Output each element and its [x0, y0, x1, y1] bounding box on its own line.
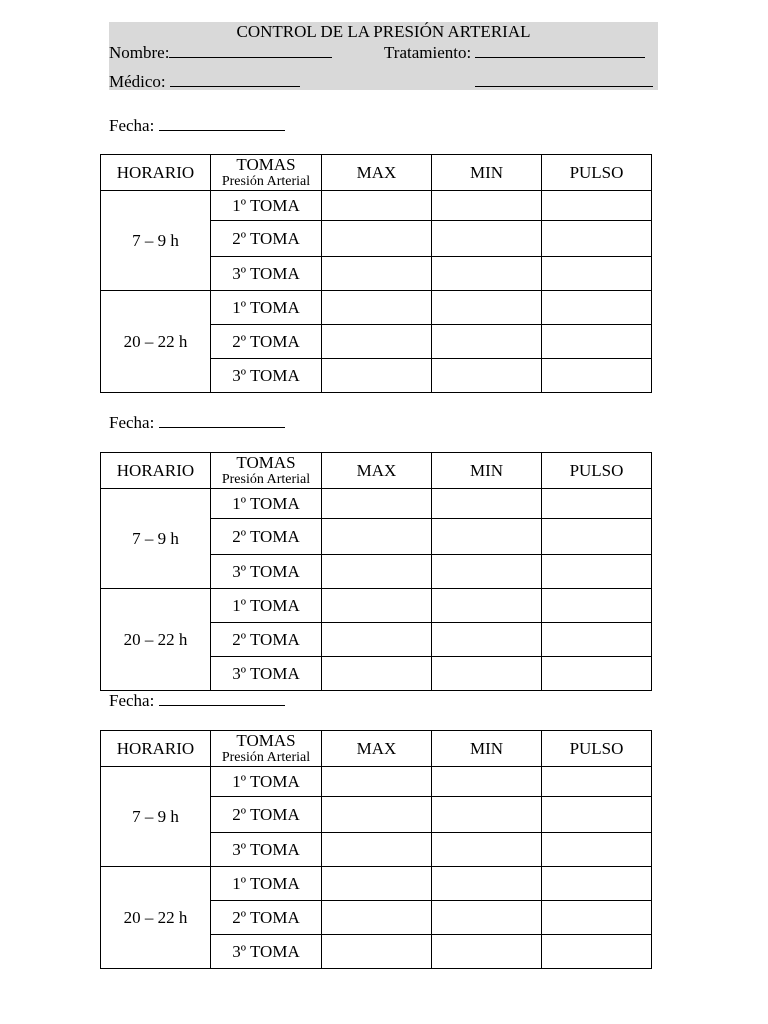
min-cell[interactable]: [432, 555, 542, 589]
time-slot-cell: 7 – 9 h: [101, 191, 211, 291]
max-cell[interactable]: [322, 935, 432, 969]
pulso-cell[interactable]: [542, 325, 652, 359]
time-slot-cell: 20 – 22 h: [101, 867, 211, 969]
pulso-cell[interactable]: [542, 767, 652, 797]
min-cell[interactable]: [432, 221, 542, 257]
nombre-label: Nombre:: [109, 43, 170, 62]
min-cell[interactable]: [432, 797, 542, 833]
min-cell[interactable]: [432, 191, 542, 221]
max-cell[interactable]: [322, 325, 432, 359]
pulso-cell[interactable]: [542, 257, 652, 291]
pulso-cell[interactable]: [542, 489, 652, 519]
medico-field[interactable]: [170, 71, 300, 87]
min-header: MIN: [432, 453, 542, 489]
toma-label: 1º TOMA: [211, 191, 322, 221]
toma-label: 2º TOMA: [211, 901, 322, 935]
tratamiento-field[interactable]: [475, 42, 645, 58]
table-row: [101, 589, 652, 623]
max-cell[interactable]: [322, 589, 432, 623]
fecha-line: [109, 690, 285, 711]
form-header: [109, 22, 658, 90]
toma-label: 2º TOMA: [211, 519, 322, 555]
tomas-header: [211, 731, 322, 767]
fecha-label: Fecha:: [109, 116, 155, 135]
toma-label: 3º TOMA: [211, 935, 322, 969]
toma-label: 3º TOMA: [211, 359, 322, 393]
fecha-line: [109, 115, 285, 136]
tomas-header-sub: Presión Arterial: [221, 472, 311, 487]
table-header-row: [101, 155, 652, 191]
pulso-cell[interactable]: [542, 623, 652, 657]
min-cell[interactable]: [432, 935, 542, 969]
fecha-label: Fecha:: [109, 691, 155, 710]
toma-label: 2º TOMA: [211, 325, 322, 359]
max-cell[interactable]: [322, 257, 432, 291]
max-cell[interactable]: [322, 657, 432, 691]
bp-table: [100, 154, 652, 393]
max-cell[interactable]: [322, 489, 432, 519]
min-cell[interactable]: [432, 325, 542, 359]
min-cell[interactable]: [432, 833, 542, 867]
toma-label: 3º TOMA: [211, 555, 322, 589]
table-header-row: [101, 453, 652, 489]
tomas-header-label: TOMAS: [236, 453, 296, 472]
toma-label: 2º TOMA: [211, 623, 322, 657]
tomas-header-sub: Presión Arterial: [221, 174, 311, 189]
max-cell[interactable]: [322, 555, 432, 589]
extra-line: [475, 71, 653, 92]
min-cell[interactable]: [432, 867, 542, 901]
pulso-cell[interactable]: [542, 221, 652, 257]
max-cell[interactable]: [322, 359, 432, 393]
tomas-header-label: TOMAS: [236, 155, 296, 174]
min-cell[interactable]: [432, 767, 542, 797]
min-cell[interactable]: [432, 291, 542, 325]
table-header-row: [101, 731, 652, 767]
toma-label: 2º TOMA: [211, 221, 322, 257]
pulso-cell[interactable]: [542, 833, 652, 867]
max-cell[interactable]: [322, 867, 432, 901]
max-cell[interactable]: [322, 901, 432, 935]
min-cell[interactable]: [432, 589, 542, 623]
toma-label: 3º TOMA: [211, 657, 322, 691]
time-slot-cell: 20 – 22 h: [101, 291, 211, 393]
min-cell[interactable]: [432, 489, 542, 519]
max-header: MAX: [322, 453, 432, 489]
fecha-field[interactable]: [159, 412, 285, 428]
pulso-header: PULSO: [542, 155, 652, 191]
tomas-header-label: TOMAS: [236, 731, 296, 750]
table-row: [101, 191, 652, 221]
toma-label: 2º TOMA: [211, 797, 322, 833]
pulso-cell[interactable]: [542, 359, 652, 393]
min-cell[interactable]: [432, 359, 542, 393]
min-cell[interactable]: [432, 657, 542, 691]
pulso-cell[interactable]: [542, 867, 652, 901]
tratamiento-label: Tratamiento:: [384, 43, 472, 62]
pulso-cell[interactable]: [542, 519, 652, 555]
form-title: CONTROL DE LA PRESIÓN ARTERIAL: [236, 22, 531, 41]
bp-table: [100, 730, 652, 969]
table-row: [101, 489, 652, 519]
tomas-header-sub: Presión Arterial: [221, 750, 311, 765]
min-header: MIN: [432, 155, 542, 191]
max-cell[interactable]: [322, 221, 432, 257]
nombre-line: [109, 42, 332, 63]
pulso-cell[interactable]: [542, 657, 652, 691]
fecha-label: Fecha:: [109, 413, 155, 432]
max-cell[interactable]: [322, 833, 432, 867]
time-slot-cell: 20 – 22 h: [101, 589, 211, 691]
table-row: [101, 867, 652, 901]
max-cell[interactable]: [322, 291, 432, 325]
pulso-cell[interactable]: [542, 935, 652, 969]
medico-line: [109, 71, 300, 92]
pulso-cell[interactable]: [542, 555, 652, 589]
medico-label: Médico:: [109, 72, 166, 91]
pulso-cell[interactable]: [542, 797, 652, 833]
min-header: MIN: [432, 731, 542, 767]
min-cell[interactable]: [432, 623, 542, 657]
nombre-field[interactable]: [169, 42, 332, 58]
time-slot-cell: 7 – 9 h: [101, 767, 211, 867]
toma-label: 1º TOMA: [211, 291, 322, 325]
max-cell[interactable]: [322, 623, 432, 657]
extra-field[interactable]: [475, 71, 653, 87]
horario-header: HORARIO: [101, 155, 211, 191]
toma-label: 3º TOMA: [211, 833, 322, 867]
toma-label: 3º TOMA: [211, 257, 322, 291]
fecha-field[interactable]: [159, 690, 285, 706]
max-cell[interactable]: [322, 767, 432, 797]
table-row: [101, 767, 652, 797]
min-cell[interactable]: [432, 519, 542, 555]
min-cell[interactable]: [432, 901, 542, 935]
toma-label: 1º TOMA: [211, 767, 322, 797]
max-cell[interactable]: [322, 797, 432, 833]
table-row: [101, 291, 652, 325]
max-cell[interactable]: [322, 519, 432, 555]
fecha-field[interactable]: [159, 115, 285, 131]
pulso-cell[interactable]: [542, 901, 652, 935]
time-slot-cell: 7 – 9 h: [101, 489, 211, 589]
pulso-cell[interactable]: [542, 589, 652, 623]
fecha-line: [109, 412, 285, 433]
max-header: MAX: [322, 731, 432, 767]
tomas-header: [211, 453, 322, 489]
tratamiento-line: [384, 42, 645, 63]
pulso-cell[interactable]: [542, 291, 652, 325]
max-cell[interactable]: [322, 191, 432, 221]
pulso-header: PULSO: [542, 453, 652, 489]
horario-header: HORARIO: [101, 731, 211, 767]
toma-label: 1º TOMA: [211, 489, 322, 519]
max-header: MAX: [322, 155, 432, 191]
min-cell[interactable]: [432, 257, 542, 291]
bp-table: [100, 452, 652, 691]
toma-label: 1º TOMA: [211, 867, 322, 901]
tomas-header: [211, 155, 322, 191]
toma-label: 1º TOMA: [211, 589, 322, 623]
pulso-header: PULSO: [542, 731, 652, 767]
pulso-cell[interactable]: [542, 191, 652, 221]
horario-header: HORARIO: [101, 453, 211, 489]
